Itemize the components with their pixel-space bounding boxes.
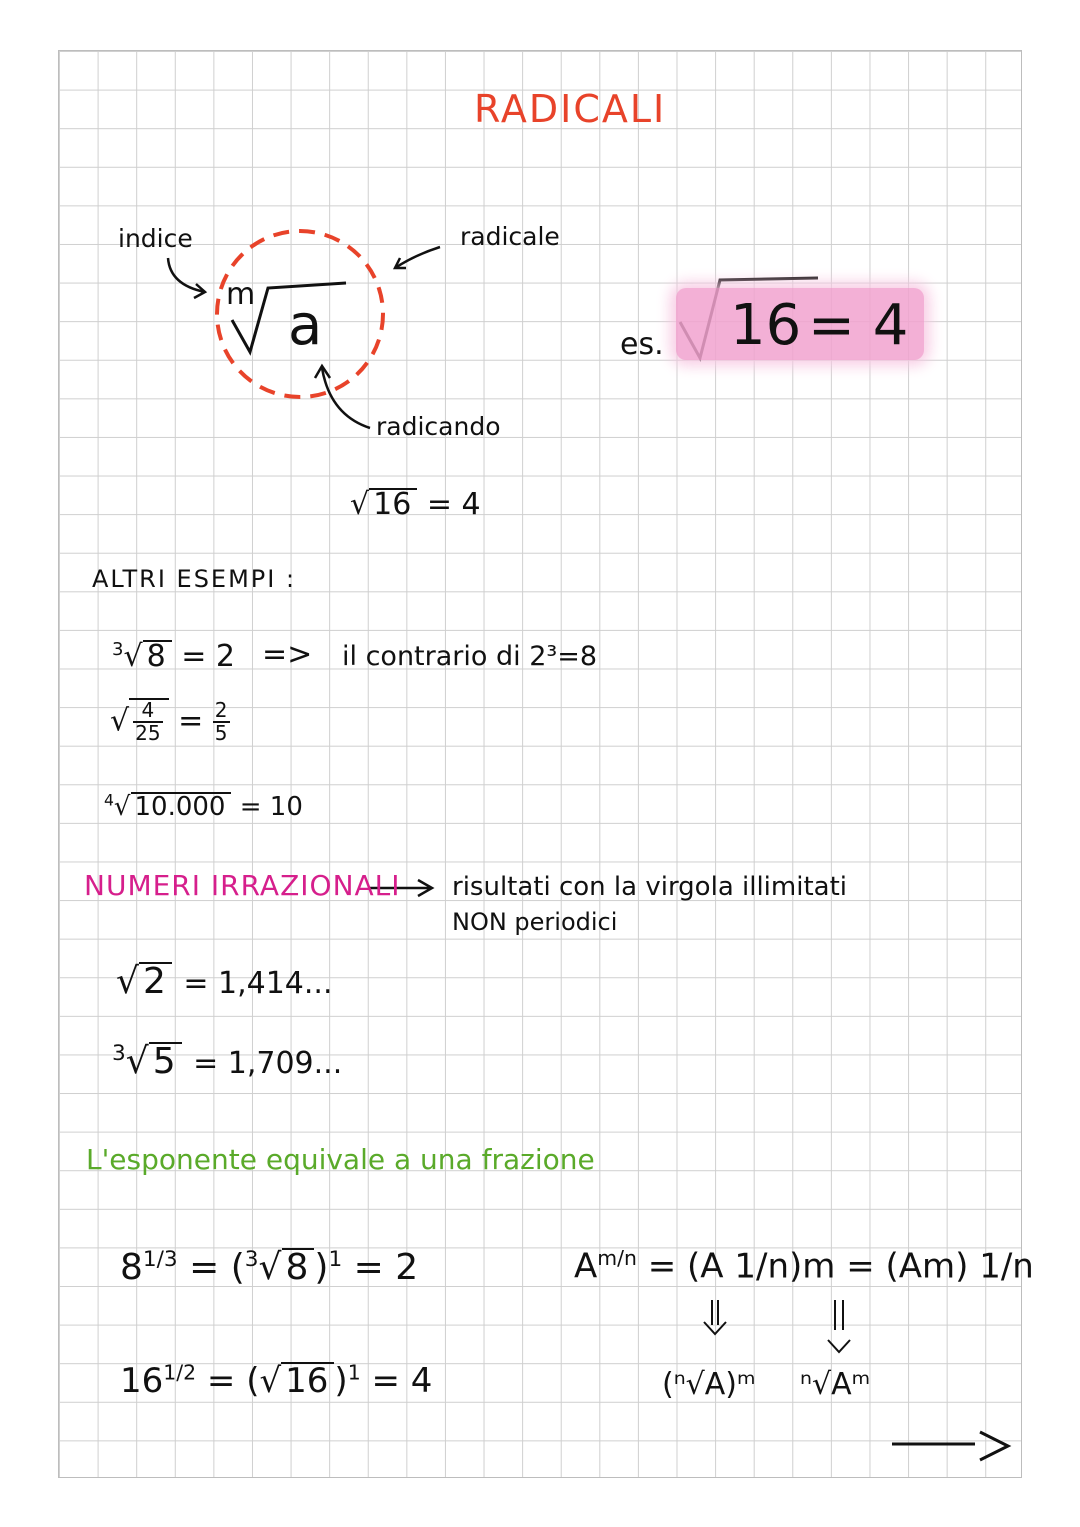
result: 4 bbox=[461, 487, 481, 522]
irrazionali-desc-1: risultati con la virgola illimitati bbox=[452, 872, 848, 902]
radicale-label: radicale bbox=[460, 222, 560, 251]
page-title: RADICALI bbox=[474, 87, 667, 131]
example-fourth-root: $^4$√ 10.000 = 10 bbox=[104, 791, 303, 822]
radicand: 16 bbox=[369, 488, 417, 520]
down-arrow-2 bbox=[828, 1300, 850, 1352]
radicand-symbol: a bbox=[288, 293, 323, 358]
esponente-heading: L'esponente equivale a una frazione bbox=[86, 1143, 595, 1176]
example-16-pow-half: $16^{1/2}$ = (√ 16 )$^1$ = 4 bbox=[120, 1360, 433, 1401]
continue-arrow bbox=[892, 1432, 1008, 1460]
highlight-result: = 4 bbox=[808, 293, 909, 358]
general-rule: $A^{m/n} = (A$ 1/n)m = (Am) 1/n bbox=[574, 1246, 1034, 1287]
index-symbol: m bbox=[226, 277, 256, 312]
example-8-pow-third: $8^{1/3} = (^3√$ 8 )$^1$ = 2 bbox=[120, 1247, 419, 1288]
irrazionali-heading: NUMERI IRRAZIONALI bbox=[84, 869, 401, 902]
highlight-radicand: 16 bbox=[730, 293, 802, 358]
contrario-note: il contrario di 2³=8 bbox=[342, 641, 598, 672]
example-cube-root-8: $^3$√ 8 = 2 bbox=[112, 639, 235, 674]
irrazionali-desc-2: NON periodici bbox=[452, 908, 618, 936]
radicando-label: radicando bbox=[376, 412, 501, 441]
diagram-example: √ 16 = 4 bbox=[350, 487, 481, 522]
altri-esempi-heading: ALTRI ESEMPI : bbox=[92, 565, 297, 593]
implies-arrow: => bbox=[262, 637, 313, 672]
indice-label: indice bbox=[118, 224, 193, 253]
general-root-1: (ⁿ√A)ᵐ bbox=[662, 1367, 756, 1402]
example-sqrt-fraction: √ $\frac{4}{25}$ = $\frac{2}{5}$ bbox=[110, 698, 228, 745]
down-arrow-1 bbox=[704, 1300, 726, 1334]
irrational-sqrt-2: √ 2 = 1,414... bbox=[116, 961, 333, 1002]
irrational-cbrt-5: $^3$√ 5 = 1,709... bbox=[112, 1041, 343, 1082]
general-root-2: ⁿ√Aᵐ bbox=[800, 1367, 871, 1402]
es-label: es. bbox=[620, 327, 664, 362]
radicale-arrow bbox=[395, 247, 440, 268]
